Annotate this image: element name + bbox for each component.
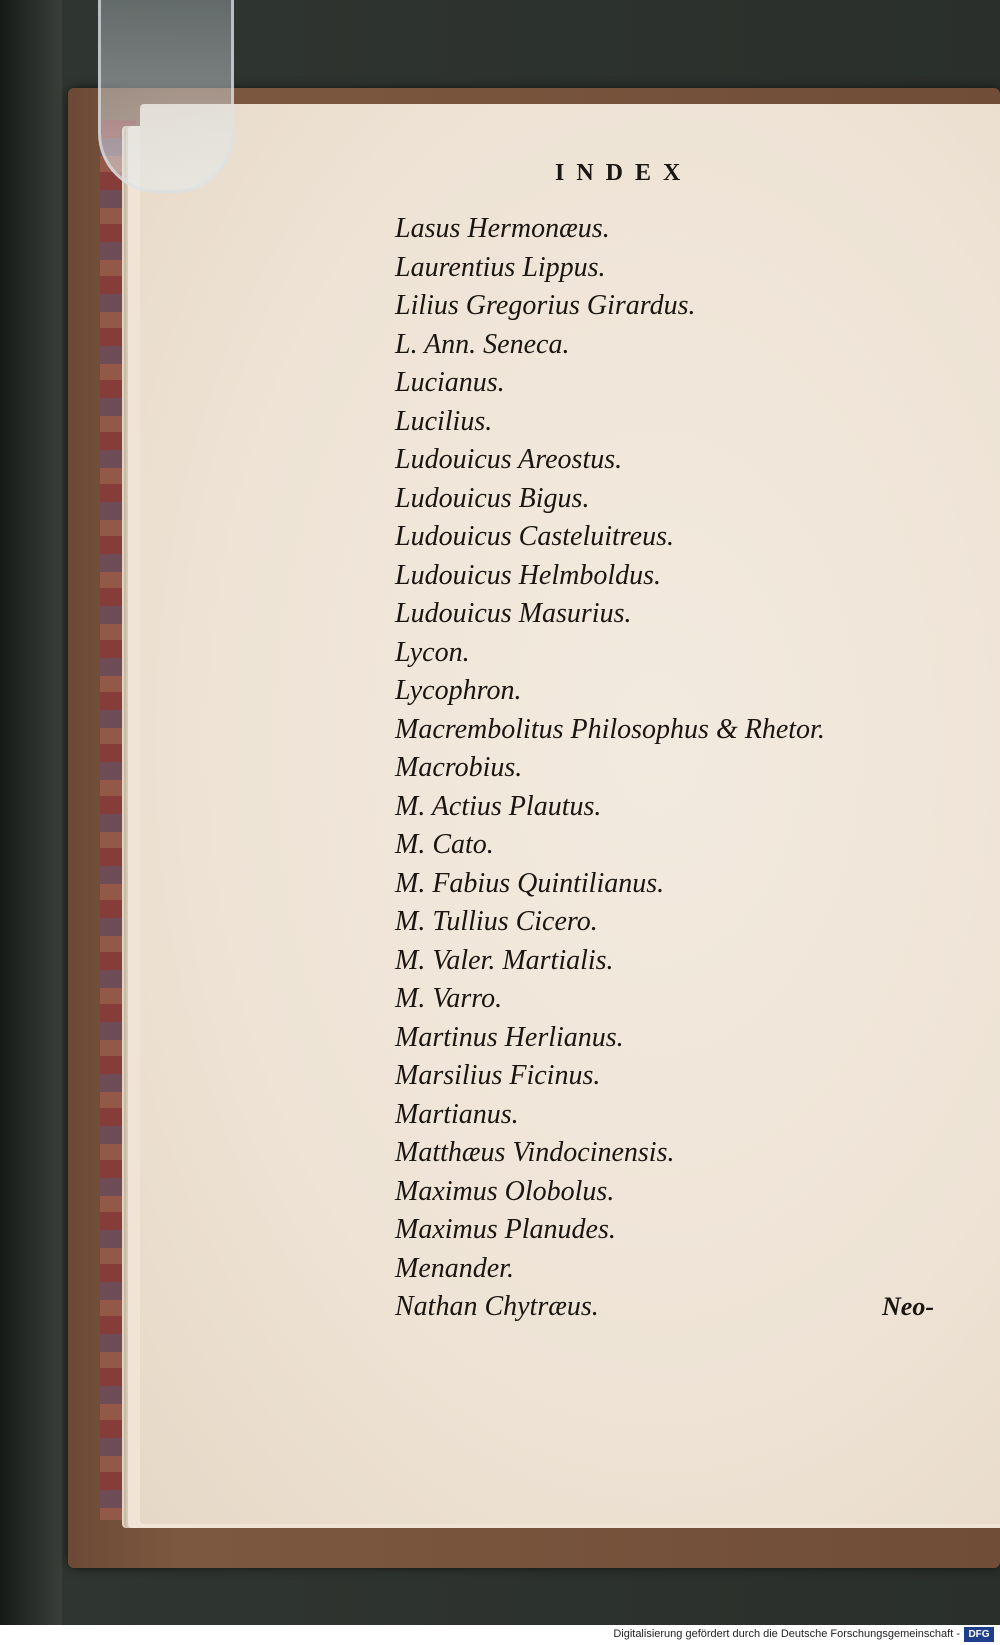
- index-entry: L. Ann. Seneca.: [395, 328, 570, 360]
- index-entry: Ludouicus Casteluitreus.: [395, 521, 674, 552]
- index-entry: Martinus Herlianus.: [395, 1021, 624, 1053]
- index-entry: Maximus Olobolus.: [395, 1175, 615, 1207]
- running-head: INDEX: [555, 160, 693, 186]
- binding-strip: [0, 0, 62, 1625]
- index-entry: M. Cato.: [395, 829, 494, 860]
- index-entry: Maximus Planudes.: [395, 1214, 616, 1245]
- index-entry: Ludouicus Masurius.: [395, 598, 632, 629]
- index-entry: Ludouicus Helmboldus.: [395, 559, 661, 591]
- index-entry: Lasus Hermonæus.: [395, 213, 610, 244]
- footer-bar: [0, 1625, 1000, 1645]
- footer-credit: Digitalisierung gefördert durch die Deutsche Forschungsgemeinschaft -: [613, 1628, 960, 1640]
- index-entry: M. Fabius Quintilianus.: [395, 867, 665, 899]
- index-entry: Lucilius.: [395, 405, 493, 437]
- index-entry: M. Tullius Cicero.: [395, 906, 598, 937]
- index-entry: Macrobius.: [395, 752, 523, 783]
- index-entry-list: [395, 210, 955, 1327]
- index-entry: Macrembolitus Philosophus & Rhetor.: [395, 713, 825, 745]
- index-entry: Lycon.: [395, 636, 470, 668]
- index-entry: Ludouicus Bigus.: [395, 482, 590, 514]
- index-entry: Marsilius Ficinus.: [395, 1060, 601, 1091]
- index-entry: Lycophron.: [395, 675, 522, 706]
- index-entry: Menander.: [395, 1252, 514, 1284]
- index-entry: Laurentius Lippus.: [395, 251, 606, 283]
- index-entry: Martianus.: [395, 1098, 519, 1130]
- holding-clip: [98, 0, 234, 193]
- index-entry: Lilius Gregorius Girardus.: [395, 290, 696, 321]
- catchword: Neo-: [882, 1292, 934, 1321]
- index-entry: M. Varro.: [395, 983, 503, 1014]
- index-entry: Ludouicus Areostus.: [395, 444, 623, 475]
- index-entry: Nathan Chytræus.: [395, 1291, 599, 1322]
- index-entry: Lucianus.: [395, 367, 505, 398]
- index-entry: M. Actius Plautus.: [395, 790, 602, 822]
- index-entry: M. Valer. Martialis.: [395, 944, 614, 976]
- index-entry: Matthæus Vindocinensis.: [395, 1137, 675, 1168]
- dfg-logo: DFG: [964, 1627, 994, 1642]
